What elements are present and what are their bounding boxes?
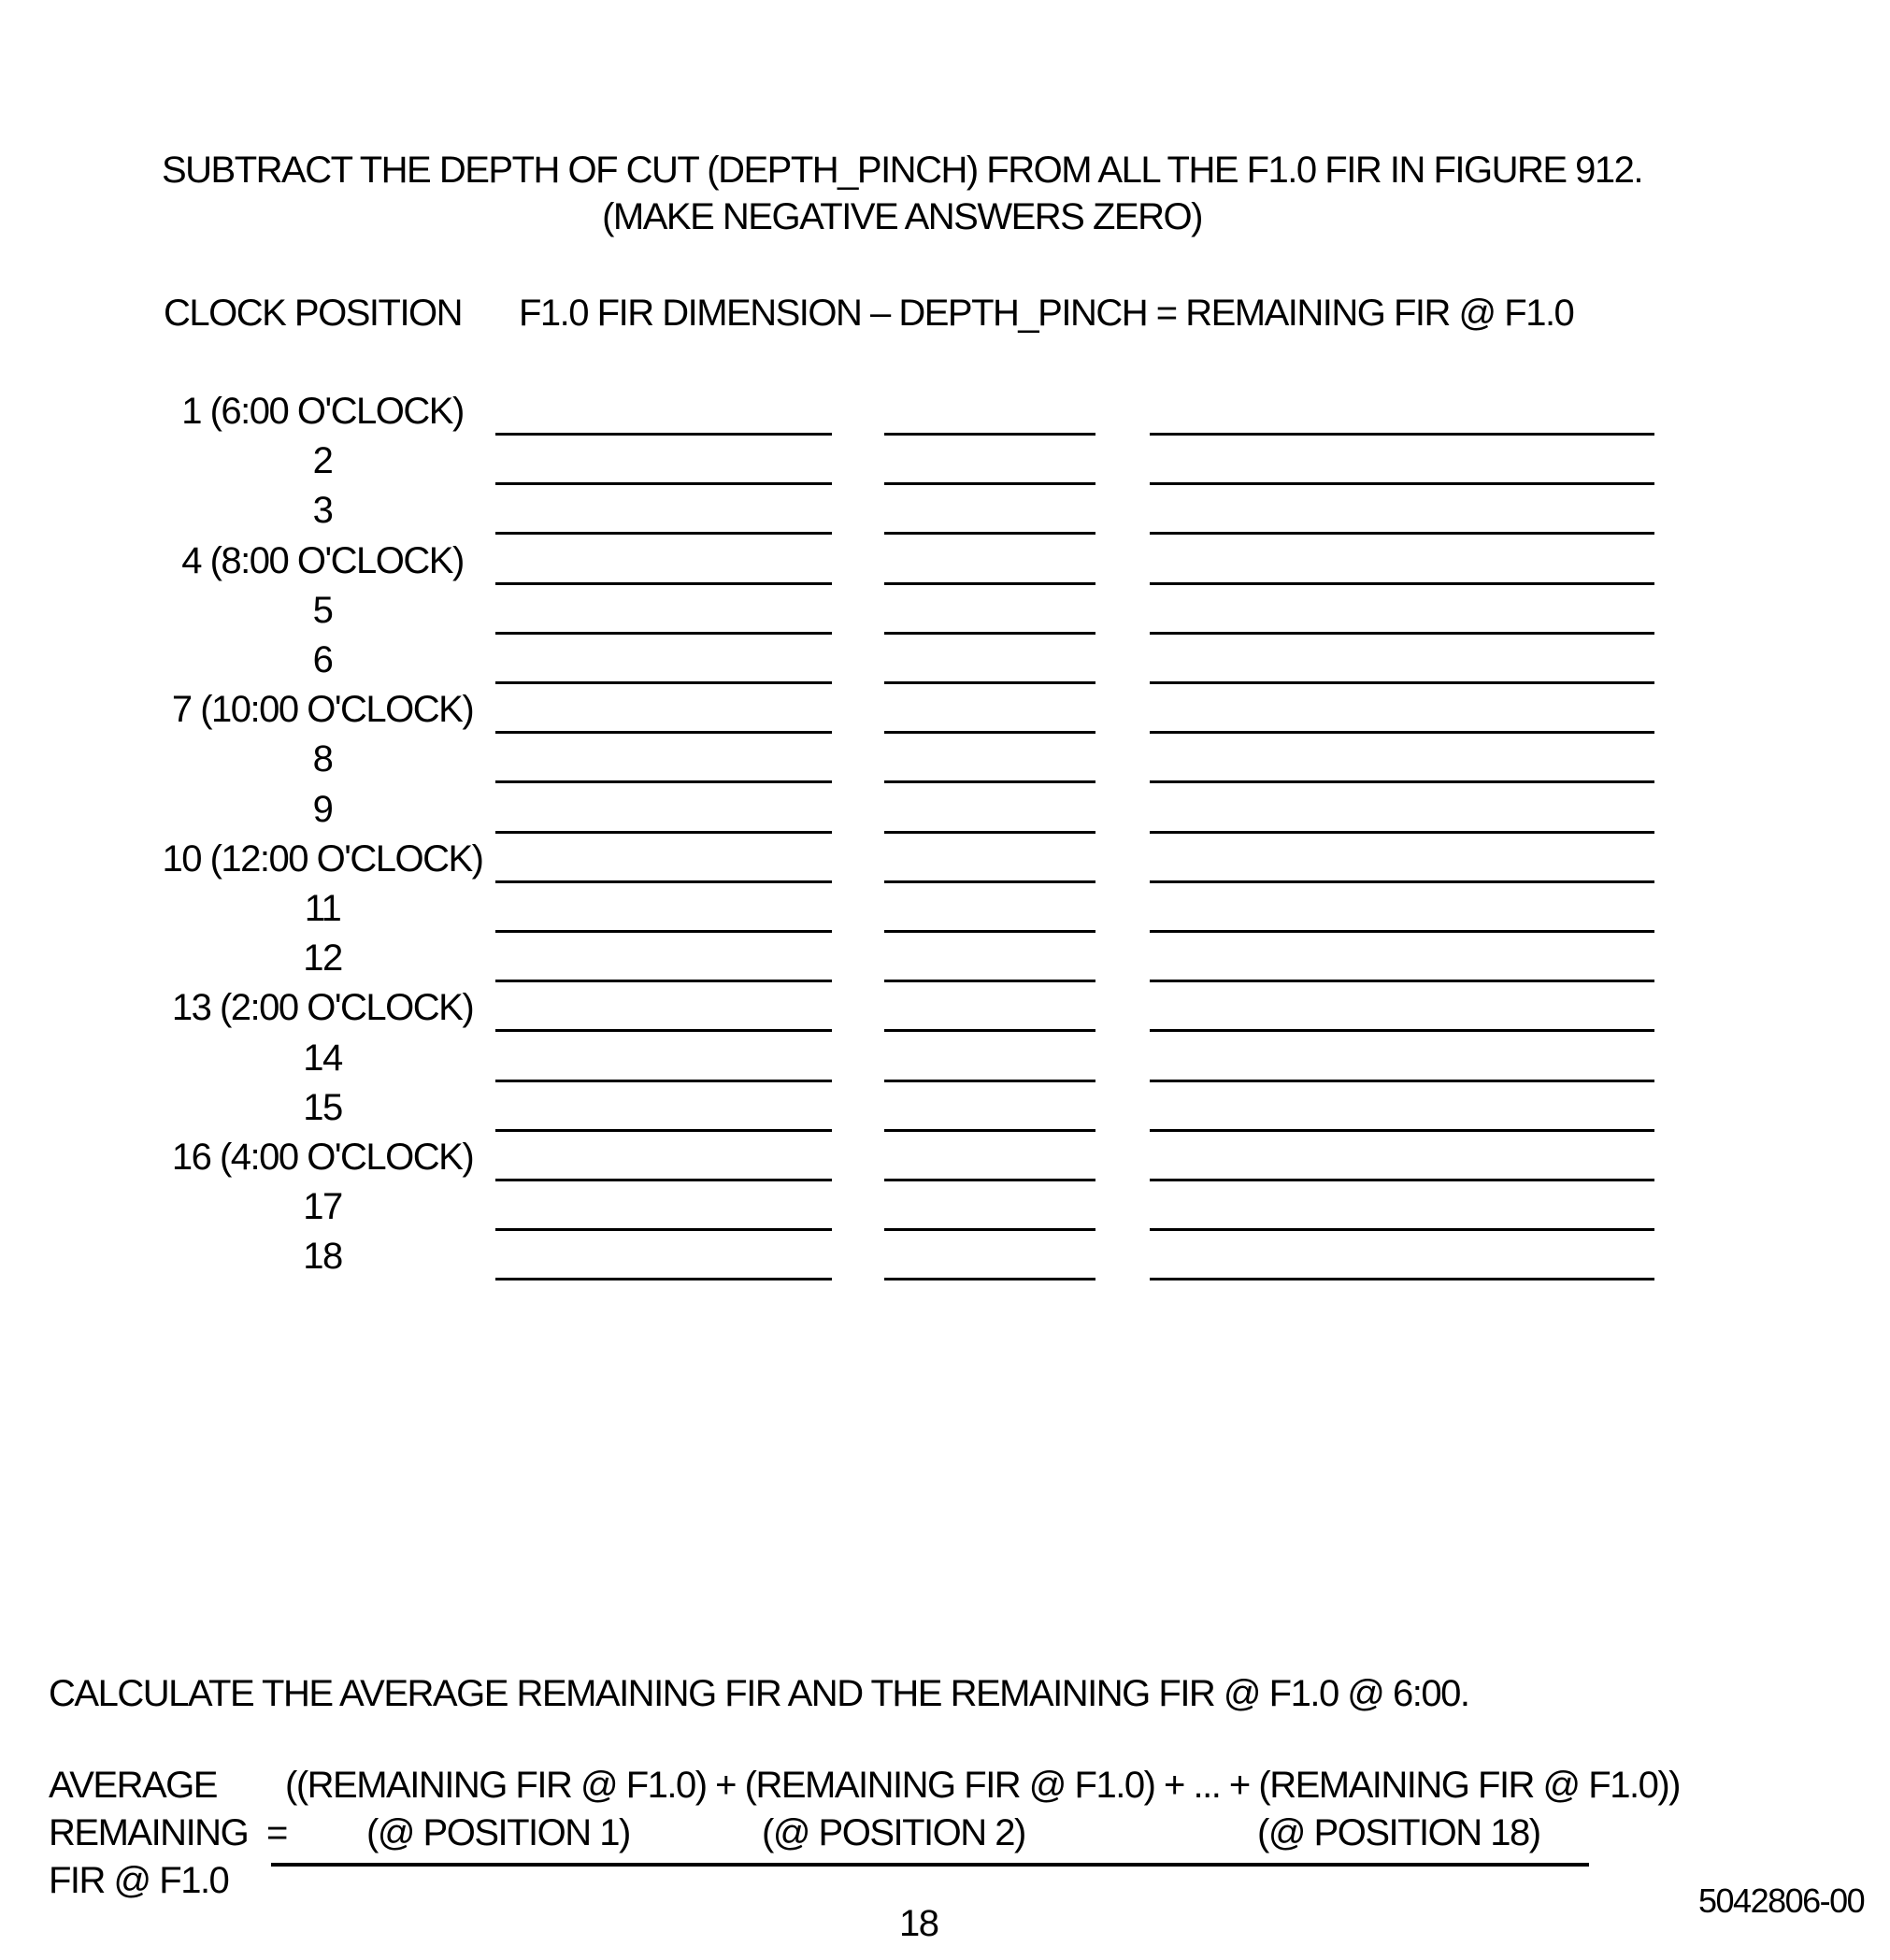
remaining-fir-blank[interactable] — [1150, 780, 1654, 783]
clock-position-label: 8 — [312, 738, 333, 780]
fir-dimension-blank[interactable] — [495, 880, 832, 883]
remaining-fir-blank[interactable] — [1150, 1080, 1654, 1082]
position-1-label: (@ POSITION 1) — [366, 1812, 630, 1853]
depth-pinch-blank[interactable] — [884, 831, 1095, 834]
document-id: 5042806-00 — [1698, 1881, 1865, 1920]
remaining-fir-blank[interactable] — [1150, 1228, 1654, 1231]
fir-dimension-blank[interactable] — [495, 482, 832, 485]
remaining-fir-blank[interactable] — [1150, 1179, 1654, 1181]
remaining-fir-blank[interactable] — [1150, 831, 1654, 834]
fir-dimension-blank[interactable] — [495, 1129, 832, 1132]
depth-pinch-blank[interactable] — [884, 1080, 1095, 1082]
fir-dimension-blank[interactable] — [495, 1029, 832, 1032]
depth-pinch-blank[interactable] — [884, 1278, 1095, 1280]
depth-pinch-blank[interactable] — [884, 780, 1095, 783]
remaining-fir-blank[interactable] — [1150, 681, 1654, 684]
depth-pinch-blank[interactable] — [884, 582, 1095, 585]
clock-position-label: 2 — [312, 440, 333, 482]
fir-dimension-blank[interactable] — [495, 1228, 832, 1231]
fir-dimension-blank[interactable] — [495, 532, 832, 535]
calculate-heading: CALCULATE THE AVERAGE REMAINING FIR AND THE REMAINING FIR @ F1.0 @ 6:00. — [49, 1673, 1469, 1714]
clock-position-label: 16 (4:00 O'CLOCK) — [171, 1137, 474, 1178]
depth-pinch-blank[interactable] — [884, 482, 1095, 485]
fir-dimension-blank[interactable] — [495, 831, 832, 834]
remaining-fir-blank[interactable] — [1150, 433, 1654, 436]
formula-numerator: ((REMAINING FIR @ F1.0) + (REMAINING FIR @ F1.0) + ... + (REMAINING FIR @ F1.0)) — [285, 1765, 1680, 1806]
depth-pinch-blank[interactable] — [884, 433, 1095, 436]
remaining-fir-blank[interactable] — [1150, 582, 1654, 585]
remaining-fir-blank[interactable] — [1150, 1278, 1654, 1280]
remaining-fir-blank[interactable] — [1150, 1029, 1654, 1032]
fir-dimension-blank[interactable] — [495, 731, 832, 734]
depth-pinch-blank[interactable] — [884, 1029, 1095, 1032]
depth-pinch-blank[interactable] — [884, 632, 1095, 635]
clock-position-label: 11 — [304, 888, 341, 929]
fir-dimension-blank[interactable] — [495, 1179, 832, 1181]
clock-position-label: 15 — [303, 1086, 342, 1128]
average-label-line-1: AVERAGE — [49, 1765, 217, 1806]
fir-dimension-blank[interactable] — [495, 930, 832, 933]
depth-pinch-blank[interactable] — [884, 1129, 1095, 1132]
clock-position-label: 17 — [303, 1186, 342, 1228]
clock-position-label: 5 — [312, 589, 333, 631]
clock-position-label: 7 (10:00 O'CLOCK) — [171, 689, 474, 731]
position-18-label: (@ POSITION 18) — [1257, 1812, 1540, 1853]
depth-pinch-blank[interactable] — [884, 1228, 1095, 1231]
fraction-bar — [271, 1863, 1589, 1867]
clock-position-label: 14 — [303, 1037, 342, 1079]
depth-pinch-blank[interactable] — [884, 532, 1095, 535]
fir-dimension-blank[interactable] — [495, 433, 832, 436]
equals-sign: = — [266, 1812, 287, 1853]
clock-position-label: 3 — [312, 490, 333, 532]
fir-dimension-blank[interactable] — [495, 632, 832, 635]
remaining-fir-blank[interactable] — [1150, 632, 1654, 635]
clock-position-label: 18 — [303, 1236, 342, 1278]
average-label-line-3: FIR @ F1.0 — [49, 1860, 229, 1901]
clock-position-label: 6 — [312, 639, 333, 680]
fir-dimension-blank[interactable] — [495, 1278, 832, 1280]
fir-dimension-blank[interactable] — [495, 1080, 832, 1082]
depth-pinch-blank[interactable] — [884, 880, 1095, 883]
clock-position-label: 12 — [303, 937, 342, 980]
page-number: 18 — [899, 1903, 938, 1944]
fir-dimension-blank[interactable] — [495, 681, 832, 684]
fir-dimension-blank[interactable] — [495, 980, 832, 982]
remaining-fir-blank[interactable] — [1150, 482, 1654, 485]
equation-header: F1.0 FIR DIMENSION – DEPTH_PINCH = REMAINING FIR @ F1.0 — [519, 293, 1574, 334]
instruction-line-2: (MAKE NEGATIVE ANSWERS ZERO) — [602, 196, 1202, 237]
remaining-fir-blank[interactable] — [1150, 980, 1654, 982]
remaining-fir-blank[interactable] — [1150, 880, 1654, 883]
depth-pinch-blank[interactable] — [884, 731, 1095, 734]
clock-position-label: 1 (6:00 O'CLOCK) — [181, 391, 464, 432]
depth-pinch-blank[interactable] — [884, 681, 1095, 684]
clock-position-label: 4 (8:00 O'CLOCK) — [181, 539, 464, 581]
clock-position-label: 13 (2:00 O'CLOCK) — [171, 987, 474, 1029]
fir-dimension-blank[interactable] — [495, 780, 832, 783]
remaining-fir-blank[interactable] — [1150, 930, 1654, 933]
depth-pinch-blank[interactable] — [884, 930, 1095, 933]
depth-pinch-blank[interactable] — [884, 1179, 1095, 1181]
position-2-label: (@ POSITION 2) — [762, 1812, 1025, 1853]
instruction-line-1: SUBTRACT THE DEPTH OF CUT (DEPTH_PINCH) FROM ALL THE F1.0 FIR IN FIGURE 912. — [161, 150, 1643, 191]
clock-position-label: 10 (12:00 O'CLOCK) — [162, 837, 483, 880]
clock-position-header: CLOCK POSITION — [164, 293, 463, 334]
remaining-fir-blank[interactable] — [1150, 1129, 1654, 1132]
depth-pinch-blank[interactable] — [884, 980, 1095, 982]
fir-dimension-blank[interactable] — [495, 582, 832, 585]
remaining-fir-blank[interactable] — [1150, 731, 1654, 734]
average-label-line-2: REMAINING — [49, 1812, 249, 1853]
clock-position-label: 9 — [312, 788, 333, 830]
remaining-fir-blank[interactable] — [1150, 532, 1654, 535]
